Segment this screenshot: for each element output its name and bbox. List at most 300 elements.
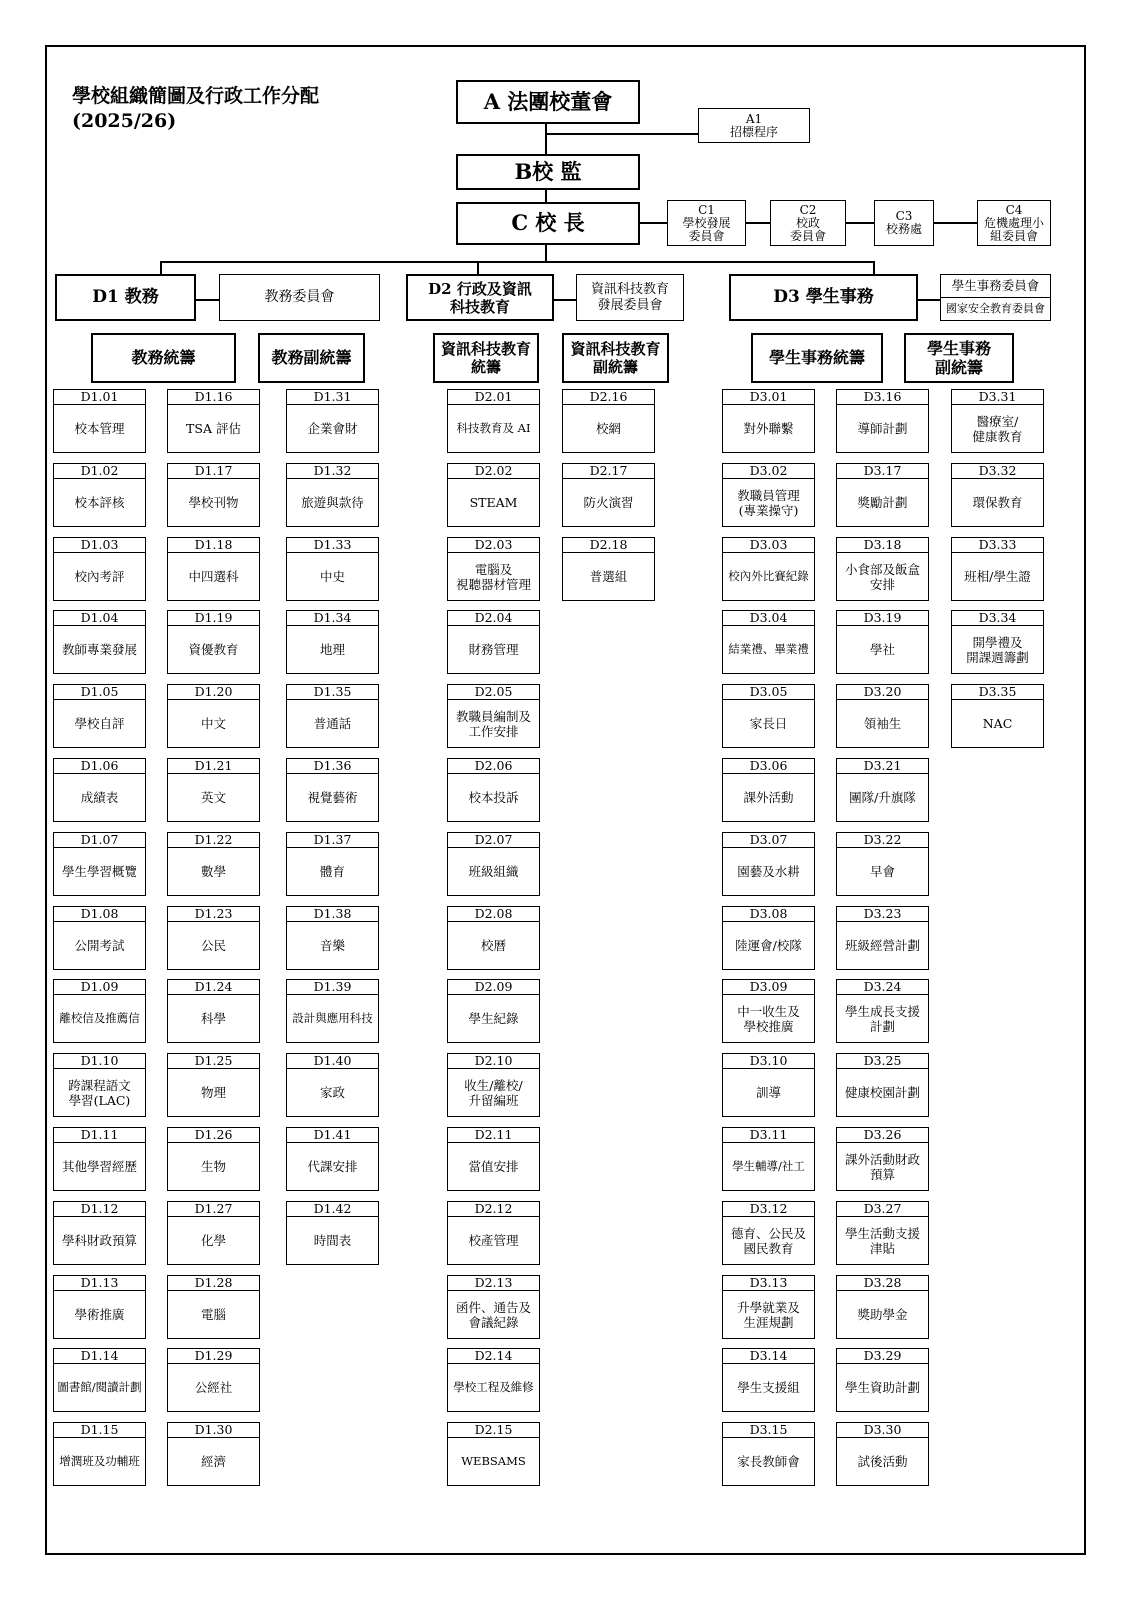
duty-code: D1.21 (167, 758, 260, 773)
d3-committee-label-2: 國家安全教育委員會 (946, 301, 1045, 315)
duty-item (836, 979, 929, 1043)
duty-item (286, 389, 379, 453)
duty-name: 學生學習概覽 (53, 847, 146, 896)
duty-name: 防火演習 (562, 478, 655, 527)
duty-item (447, 979, 540, 1043)
tender-procedure-box (698, 108, 810, 143)
duty-item (447, 1127, 540, 1191)
duty-code: D2.09 (447, 979, 540, 994)
board-box (456, 80, 640, 124)
duty-item (836, 1348, 929, 1412)
duty-code: D3.09 (722, 979, 815, 994)
connector-d1-committee (196, 299, 219, 301)
duty-item (447, 463, 540, 527)
duty-code: D1.19 (167, 610, 260, 625)
duty-name: 獎勵計劃 (836, 478, 929, 527)
supervisor-box (456, 154, 640, 190)
duty-code: D1.25 (167, 1053, 260, 1068)
duty-code: D3.16 (836, 389, 929, 404)
duty-name: 離校信及推薦信 (53, 994, 146, 1043)
duty-name: 醫療室/ 健康教育 (951, 404, 1044, 453)
duty-code: D3.08 (722, 906, 815, 921)
duty-name: 學科財政預算 (53, 1216, 146, 1265)
duty-item (722, 463, 815, 527)
duty-name: 班相/學生證 (951, 552, 1044, 601)
duty-code: D3.24 (836, 979, 929, 994)
duty-name: 小食部及飯盒 安排 (836, 552, 929, 601)
duty-item (836, 537, 929, 601)
duty-item (836, 906, 929, 970)
duty-name: 家長日 (722, 699, 815, 748)
c2-committee-label: C2 校政 委員會 (789, 202, 826, 243)
duty-item (722, 1275, 815, 1339)
duty-name: 中一收生及 學校推廣 (722, 994, 815, 1043)
duty-item (167, 1127, 260, 1191)
d2-coordinator-label: 資訊科技教育 統籌 (440, 340, 531, 376)
duty-item (167, 1348, 260, 1412)
duty-name: 學生成長支援 計劃 (836, 994, 929, 1043)
connector-d3 (873, 261, 875, 274)
duty-name: 環保教育 (951, 478, 1044, 527)
duty-item (286, 1127, 379, 1191)
duty-item (167, 906, 260, 970)
duty-code: D1.26 (167, 1127, 260, 1142)
duty-name: 中文 (167, 699, 260, 748)
connector-d-branch (160, 261, 875, 263)
d2-admin-box (406, 274, 554, 321)
duty-name: 跨課程語文 學習(LAC) (53, 1068, 146, 1117)
duty-code: D2.07 (447, 832, 540, 847)
connector-d1 (160, 261, 162, 274)
duty-name: 學生支援組 (722, 1363, 815, 1412)
duty-code: D2.08 (447, 906, 540, 921)
duty-name: 園藝及水耕 (722, 847, 815, 896)
duty-code: D1.10 (53, 1053, 146, 1068)
duty-code: D2.14 (447, 1348, 540, 1363)
duty-code: D2.02 (447, 463, 540, 478)
duty-item (53, 684, 146, 748)
duty-name: 訓導 (722, 1068, 815, 1117)
duty-item (722, 1201, 815, 1265)
duty-name: 班級組織 (447, 847, 540, 896)
duty-code: D1.37 (286, 832, 379, 847)
duty-code: D3.04 (722, 610, 815, 625)
duty-item (447, 1053, 540, 1117)
duty-name: 校網 (562, 404, 655, 453)
duty-code: D3.02 (722, 463, 815, 478)
duty-item (286, 758, 379, 822)
duty-name: 結業禮、畢業禮 (722, 625, 815, 674)
duty-name: 校本評核 (53, 478, 146, 527)
document-title-year: (2025/26) (72, 110, 177, 132)
duty-item (53, 758, 146, 822)
duty-name: 校內外比賽紀錄 (722, 552, 815, 601)
duty-name: 科學 (167, 994, 260, 1043)
duty-name: 物理 (167, 1068, 260, 1117)
duty-item (951, 684, 1044, 748)
d2-deputy-coordinator-label: 資訊科技教育 副統籌 (570, 340, 661, 376)
duty-name: 成績表 (53, 773, 146, 822)
d2-admin-label: D2 行政及資訊 科技教育 (428, 279, 532, 316)
c2-committee-box (770, 200, 846, 246)
duty-code: D1.35 (286, 684, 379, 699)
duty-item (562, 463, 655, 527)
duty-name: 德育、公民及 國民教育 (722, 1216, 815, 1265)
duty-item (286, 684, 379, 748)
duty-name: 中史 (286, 552, 379, 601)
duty-code: D3.32 (951, 463, 1044, 478)
duty-item (53, 979, 146, 1043)
duty-name: 電腦 (167, 1290, 260, 1339)
duty-name: 地理 (286, 625, 379, 674)
duty-item (836, 1422, 929, 1486)
duty-code: D3.12 (722, 1201, 815, 1216)
connector-a-b (545, 122, 547, 154)
duty-name: 教師專業發展 (53, 625, 146, 674)
duty-item (836, 1275, 929, 1339)
principal-label: C 校 長 (511, 210, 585, 236)
duty-name: 視覺藝術 (286, 773, 379, 822)
connector-d2-committee (554, 299, 576, 301)
duty-item (447, 906, 540, 970)
duty-code: D2.03 (447, 537, 540, 552)
duty-code: D1.34 (286, 610, 379, 625)
duty-name: 英文 (167, 773, 260, 822)
duty-code: D3.22 (836, 832, 929, 847)
duty-item (836, 684, 929, 748)
duty-code: D1.02 (53, 463, 146, 478)
duty-item (167, 537, 260, 601)
duty-name: 代課安排 (286, 1142, 379, 1191)
duty-item (53, 1201, 146, 1265)
connector-d3-committee (918, 299, 940, 301)
duty-name: 獎助學金 (836, 1290, 929, 1339)
duty-name: NAC (951, 699, 1044, 748)
duty-item (722, 389, 815, 453)
duty-code: D2.12 (447, 1201, 540, 1216)
duty-code: D3.34 (951, 610, 1044, 625)
connector-c1-c2 (746, 222, 770, 224)
duty-item (53, 1127, 146, 1191)
duty-name: 電腦及 視聽器材管理 (447, 552, 540, 601)
duty-code: D3.23 (836, 906, 929, 921)
duty-code: D1.39 (286, 979, 379, 994)
duty-code: D1.28 (167, 1275, 260, 1290)
duty-item (53, 1053, 146, 1117)
duty-name: 學生輔導/社工 (722, 1142, 815, 1191)
duty-item (836, 1201, 929, 1265)
duty-item (447, 1422, 540, 1486)
duty-name: STEAM (447, 478, 540, 527)
duty-name: 校本投訴 (447, 773, 540, 822)
duty-item (167, 1201, 260, 1265)
duty-code: D3.03 (722, 537, 815, 552)
duty-name: 團隊/升旗隊 (836, 773, 929, 822)
duty-code: D3.33 (951, 537, 1044, 552)
duty-item (951, 463, 1044, 527)
duty-item (836, 758, 929, 822)
duty-name: 校本管理 (53, 404, 146, 453)
duty-code: D2.15 (447, 1422, 540, 1437)
duty-item (722, 684, 815, 748)
duty-name: 時間表 (286, 1216, 379, 1265)
duty-code: D2.11 (447, 1127, 540, 1142)
c3-office-label: C3 校務處 (885, 209, 922, 236)
duty-code: D1.41 (286, 1127, 379, 1142)
duty-code: D1.22 (167, 832, 260, 847)
d1-committee-box (219, 274, 380, 321)
duty-code: D3.30 (836, 1422, 929, 1437)
duty-name: 普通話 (286, 699, 379, 748)
duty-code: D3.27 (836, 1201, 929, 1216)
c1-committee-box (667, 200, 746, 246)
duty-code: D3.11 (722, 1127, 815, 1142)
document-title (72, 84, 412, 134)
duty-name: 學生活動支援 津貼 (836, 1216, 929, 1265)
duty-name: 科技教育及 AI (447, 404, 540, 453)
duty-name: 化學 (167, 1216, 260, 1265)
duty-item (722, 610, 815, 674)
duty-code: D2.16 (562, 389, 655, 404)
duty-name: 公民 (167, 921, 260, 970)
duty-code: D1.33 (286, 537, 379, 552)
duty-item (447, 684, 540, 748)
duty-item (722, 1053, 815, 1117)
duty-item (447, 832, 540, 896)
c4-committee-box (977, 200, 1051, 246)
duty-code: D3.05 (722, 684, 815, 699)
duty-name: 音樂 (286, 921, 379, 970)
duty-item (53, 537, 146, 601)
duty-item (722, 537, 815, 601)
duty-name: 體育 (286, 847, 379, 896)
duty-item (286, 906, 379, 970)
duty-name: 旅遊與款待 (286, 478, 379, 527)
duty-code: D3.18 (836, 537, 929, 552)
connector-c2-c3 (846, 222, 874, 224)
duty-item (722, 1422, 815, 1486)
duty-name: 學生資助計劃 (836, 1363, 929, 1412)
duty-name: 經濟 (167, 1437, 260, 1486)
duty-code: D1.15 (53, 1422, 146, 1437)
duty-name: 公開考試 (53, 921, 146, 970)
board-label: A 法團校董會 (483, 88, 613, 114)
duty-code: D3.25 (836, 1053, 929, 1068)
d3-deputy-coordinator-label: 學生事務 副統籌 (926, 339, 991, 377)
d3-committee-box-1 (940, 274, 1051, 298)
duty-item (722, 1127, 815, 1191)
duty-item (286, 1053, 379, 1117)
d2-coordinator-box (433, 333, 539, 383)
c3-office-box (874, 200, 934, 246)
duty-item (53, 610, 146, 674)
duty-item (286, 979, 379, 1043)
d1-academic-box (55, 274, 196, 321)
supervisor-label: B校 監 (514, 158, 582, 184)
duty-name: 學校自評 (53, 699, 146, 748)
duty-name: 圖書館/閱讀計劃 (53, 1363, 146, 1412)
d3-deputy-coordinator-box (904, 333, 1014, 383)
duty-name: 試後活動 (836, 1437, 929, 1486)
duty-name: TSA 評估 (167, 404, 260, 453)
duty-name: 領袖生 (836, 699, 929, 748)
duty-name: 升學就業及 生涯規劃 (722, 1290, 815, 1339)
duty-code: D1.38 (286, 906, 379, 921)
duty-name: 企業會財 (286, 404, 379, 453)
duty-code: D1.07 (53, 832, 146, 847)
duty-code: D1.08 (53, 906, 146, 921)
duty-item (447, 537, 540, 601)
document-title-line1: 學校組織簡圖及行政工作分配 (72, 85, 320, 107)
duty-item (53, 1422, 146, 1486)
duty-name: 學術推廣 (53, 1290, 146, 1339)
tender-procedure-label: A1 招標程序 (729, 111, 778, 139)
duty-code: D1.12 (53, 1201, 146, 1216)
duty-code: D2.05 (447, 684, 540, 699)
duty-code: D3.14 (722, 1348, 815, 1363)
duty-code: D2.13 (447, 1275, 540, 1290)
duty-item (53, 389, 146, 453)
duty-item (722, 906, 815, 970)
duty-code: D1.09 (53, 979, 146, 994)
duty-item (951, 610, 1044, 674)
duty-code: D1.04 (53, 610, 146, 625)
duty-code: D3.01 (722, 389, 815, 404)
duty-item (836, 389, 929, 453)
duty-item (167, 979, 260, 1043)
duty-code: D1.17 (167, 463, 260, 478)
duty-name: 增潤班及功輔班 (53, 1437, 146, 1486)
duty-item (951, 389, 1044, 453)
duty-code: D3.26 (836, 1127, 929, 1142)
duty-name: 校內考評 (53, 552, 146, 601)
duty-name: WEBSAMS (447, 1437, 540, 1486)
duty-code: D2.01 (447, 389, 540, 404)
duty-code: D3.15 (722, 1422, 815, 1437)
duty-item (167, 1422, 260, 1486)
duty-name: 學生紀錄 (447, 994, 540, 1043)
d2-deputy-coordinator-box (562, 333, 669, 383)
duty-item (53, 832, 146, 896)
duty-code: D1.36 (286, 758, 379, 773)
duty-code: D3.31 (951, 389, 1044, 404)
c4-committee-label: C4 危機處理小 組委員會 (983, 202, 1044, 243)
duty-item (447, 758, 540, 822)
duty-code: D1.11 (53, 1127, 146, 1142)
duty-item (286, 463, 379, 527)
duty-code: D1.27 (167, 1201, 260, 1216)
d1-academic-label: D1 教務 (92, 286, 159, 307)
duty-name: 中四選科 (167, 552, 260, 601)
duty-item (167, 463, 260, 527)
duty-item (836, 1053, 929, 1117)
duty-name: 數學 (167, 847, 260, 896)
duty-code: D1.31 (286, 389, 379, 404)
duty-name: 早會 (836, 847, 929, 896)
duty-code: D3.21 (836, 758, 929, 773)
duty-name: 公經社 (167, 1363, 260, 1412)
d3-coordinator-box (751, 333, 883, 383)
duty-name: 學校刊物 (167, 478, 260, 527)
duty-name: 設計與應用科技 (286, 994, 379, 1043)
duty-code: D1.23 (167, 906, 260, 921)
duty-item (836, 463, 929, 527)
d3-student-affairs-box (729, 274, 918, 321)
duty-item (53, 906, 146, 970)
duty-code: D1.30 (167, 1422, 260, 1437)
duty-code: D1.06 (53, 758, 146, 773)
d1-coordinator-label: 教務統籌 (131, 347, 196, 367)
d3-student-affairs-label: D3 學生事務 (773, 286, 874, 307)
duty-code: D3.35 (951, 684, 1044, 699)
duty-code: D3.17 (836, 463, 929, 478)
d3-committee-box-2 (940, 297, 1051, 321)
duty-name: 資優教育 (167, 625, 260, 674)
duty-code: D1.24 (167, 979, 260, 994)
duty-code: D1.42 (286, 1201, 379, 1216)
duty-item (447, 1201, 540, 1265)
duty-name: 健康校園計劃 (836, 1068, 929, 1117)
duty-code: D2.10 (447, 1053, 540, 1068)
duty-item (167, 758, 260, 822)
duty-code: D3.06 (722, 758, 815, 773)
duty-item (722, 1348, 815, 1412)
duty-name: 陸運會/校隊 (722, 921, 815, 970)
duty-code: D1.13 (53, 1275, 146, 1290)
duty-code: D2.06 (447, 758, 540, 773)
d1-deputy-coordinator-label: 教務副統籌 (271, 347, 352, 367)
duty-code: D3.20 (836, 684, 929, 699)
d2-committee-box (576, 274, 684, 321)
duty-code: D2.04 (447, 610, 540, 625)
duty-code: D1.01 (53, 389, 146, 404)
connector-c3-c4 (934, 222, 977, 224)
duty-code: D1.14 (53, 1348, 146, 1363)
duty-item (447, 1348, 540, 1412)
duty-code: D3.10 (722, 1053, 815, 1068)
duty-name: 教職員編制及 工作安排 (447, 699, 540, 748)
duty-name: 導師計劃 (836, 404, 929, 453)
duty-name: 收生/離校/ 升留編班 (447, 1068, 540, 1117)
duty-name: 校曆 (447, 921, 540, 970)
duty-item (562, 389, 655, 453)
duty-item (836, 610, 929, 674)
duty-item (836, 1127, 929, 1191)
d2-committee-label: 資訊科技教育 發展委員會 (590, 281, 669, 313)
duty-name: 家長教師會 (722, 1437, 815, 1486)
duty-name: 函件、通告及 會議紀錄 (447, 1290, 540, 1339)
duty-code: D3.13 (722, 1275, 815, 1290)
c1-committee-label: C1 學校發展 委員會 (682, 202, 731, 243)
duty-item (836, 832, 929, 896)
duty-item (722, 979, 815, 1043)
duty-code: D1.40 (286, 1053, 379, 1068)
duty-name: 學校工程及維修 (447, 1363, 540, 1412)
connector-b-c (545, 190, 547, 202)
duty-item (167, 610, 260, 674)
duty-code: D2.18 (562, 537, 655, 552)
connector-a-a1 (545, 133, 698, 135)
duty-code: D2.17 (562, 463, 655, 478)
duty-name: 家政 (286, 1068, 379, 1117)
duty-code: D3.28 (836, 1275, 929, 1290)
duty-name: 班級經營計劃 (836, 921, 929, 970)
d3-committee-label-1: 學生事務委員會 (951, 277, 1040, 293)
duty-name: 課外活動 (722, 773, 815, 822)
duty-name: 學社 (836, 625, 929, 674)
duty-name: 生物 (167, 1142, 260, 1191)
duty-item (286, 1201, 379, 1265)
